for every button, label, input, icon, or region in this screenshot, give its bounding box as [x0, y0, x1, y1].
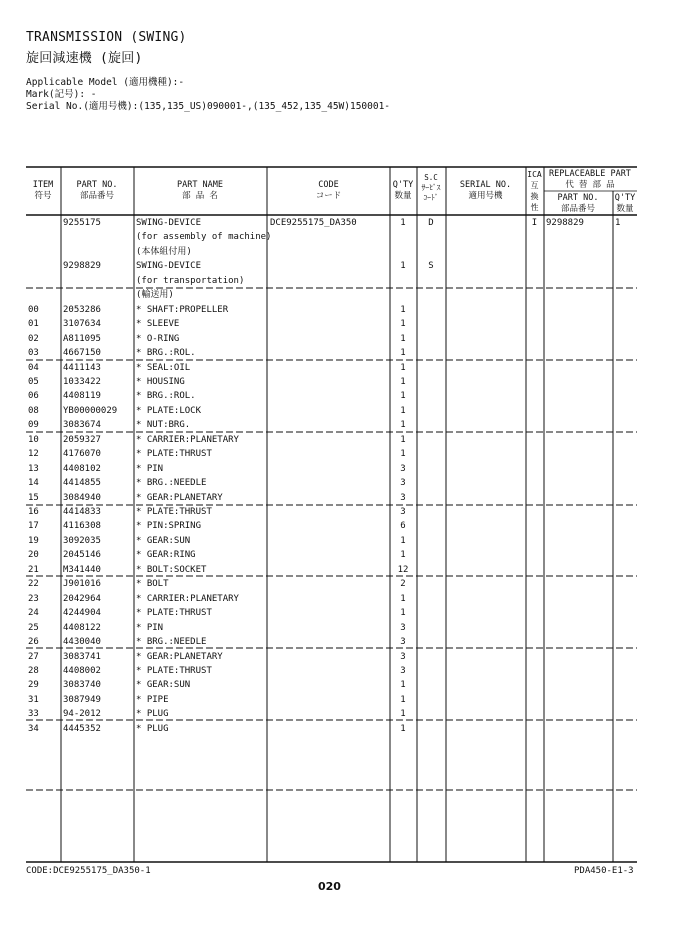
part-name-cell: * SEAL:OIL	[136, 362, 191, 373]
part-no-cell: 3083674	[63, 420, 101, 431]
item-cell: 33	[28, 709, 39, 720]
part-no-cell: 4116308	[63, 521, 101, 532]
part-no-cell: 2059327	[63, 434, 101, 445]
item-cell: 19	[28, 535, 39, 546]
sc-cell: D	[428, 218, 434, 228]
part-name-cell: * GEAR:SUN	[136, 535, 191, 546]
col-part-no-header: PART NO. 部品番号	[76, 180, 118, 201]
part-name-cell: * CARRIER:PLANETARY	[136, 593, 239, 604]
part-no-cell: 3083740	[63, 680, 101, 691]
part-name-cell: * BOLT	[136, 579, 169, 590]
page-title-en: TRANSMISSION (SWING)	[26, 30, 187, 45]
part-name-cell: (輸送用)	[136, 290, 174, 301]
part-name-cell: * BRG.:ROL.	[136, 391, 196, 402]
part-no-cell: 4176070	[63, 449, 101, 460]
part-no-cell: 4408102	[63, 463, 101, 474]
item-cell: 29	[28, 680, 39, 691]
item-cell: 12	[28, 449, 39, 460]
part-name-cell: * GEAR:SUN	[136, 680, 191, 691]
qty-cell: 1	[400, 348, 406, 359]
part-name-cell: * SHAFT:PROPELLER	[136, 304, 229, 315]
mark: Mark(記号): -	[26, 89, 97, 100]
qty-cell: 1	[400, 694, 406, 705]
item-cell: 27	[28, 651, 39, 662]
part-no-cell: 1033422	[63, 376, 101, 387]
part-name-cell: * PLATE:THRUST	[136, 665, 212, 676]
qty-cell: 1	[400, 261, 406, 272]
item-cell: 05	[28, 376, 39, 387]
qty-cell: 1	[400, 218, 406, 228]
part-name-cell: * PIPE	[136, 694, 169, 705]
ica-cell: I	[531, 218, 538, 228]
page-number: 020	[318, 880, 341, 893]
part-name-cell: * SLEEVE	[136, 319, 180, 330]
part-name-cell: * BRG.:ROL.	[136, 348, 196, 359]
qty-cell: 3	[400, 463, 406, 474]
col-code-header: CODE コード	[315, 180, 342, 201]
part-name-cell: (for assembly of machine)	[136, 232, 272, 243]
part-no-cell: A811095	[63, 333, 101, 344]
item-cell: 20	[28, 550, 39, 561]
qty-cell: 1	[400, 723, 406, 734]
item-cell: 25	[28, 622, 39, 633]
qty-cell: 6	[400, 521, 406, 532]
item-cell: 00	[28, 304, 39, 315]
item-cell: 04	[28, 362, 39, 373]
col-qty-header: Q'TY 数量	[392, 180, 414, 201]
part-name-cell: (for transportation)	[136, 275, 245, 286]
qty-cell: 2	[400, 579, 406, 590]
item-cell: 06	[28, 391, 39, 402]
part-no-cell: J901016	[63, 579, 101, 590]
sc-cell: S	[428, 261, 434, 272]
item-cell: 24	[28, 608, 39, 619]
item-cell: 09	[28, 420, 39, 431]
part-no-cell: 4667150	[63, 348, 101, 359]
item-cell: 16	[28, 507, 39, 517]
item-cell: 26	[28, 637, 39, 648]
item-cell: 03	[28, 348, 39, 359]
part-name-cell: * PIN	[136, 463, 164, 474]
page-title-jp: 旋回減速機 (旋回)	[26, 51, 143, 66]
part-name-cell: * BOLT:SOCKET	[136, 564, 207, 575]
part-no-cell: 4408122	[63, 622, 101, 633]
qty-cell: 1	[400, 319, 406, 330]
qty-cell: 3	[400, 507, 406, 517]
qty-cell: 3	[400, 637, 406, 648]
part-no-cell: 4414855	[63, 478, 101, 489]
part-no-cell: 9255175	[63, 218, 101, 228]
qty-cell: 1	[400, 391, 406, 402]
part-name-cell: SWING-DEVICE	[136, 218, 202, 228]
part-name-cell: * PLATE:THRUST	[136, 449, 212, 460]
col-repl-qty-header: Q'TY 数量	[614, 193, 636, 214]
part-name-cell: SWING-DEVICE	[136, 261, 202, 272]
qty-cell: 3	[400, 492, 406, 503]
part-no-cell: M341440	[63, 564, 101, 575]
footer-code: CODE:DCE9255175_DA350-1	[26, 866, 151, 876]
item-cell: 10	[28, 434, 39, 445]
part-name-cell: * BRG.:NEEDLE	[136, 637, 207, 648]
applicable-model: Applicable Model (適用機種):-	[26, 77, 185, 88]
qty-cell: 1	[400, 405, 406, 416]
part-name-cell: * PIN:SPRING	[136, 521, 202, 532]
item-cell: 21	[28, 564, 39, 575]
footer-ref: PDA450-E1-3	[574, 866, 634, 876]
part-no-cell: 4414833	[63, 507, 101, 517]
col-serial-header: SERIAL NO. 適用号機	[459, 180, 512, 201]
item-cell: 28	[28, 665, 39, 676]
qty-cell: 1	[400, 434, 406, 445]
col-replaceable-header: REPLACEABLE PART 代 替 部 品	[549, 169, 631, 190]
col-repl-part-no-header: PART NO. 部品番号	[557, 193, 599, 214]
col-item-header: ITEM 符号	[32, 180, 54, 201]
qty-cell: 12	[397, 564, 409, 575]
part-name-cell: * PLATE:LOCK	[136, 405, 202, 416]
qty-cell: 1	[400, 304, 406, 315]
item-cell: 15	[28, 492, 39, 503]
part-no-cell: 4408002	[63, 665, 101, 676]
qty-cell: 1	[400, 449, 406, 460]
qty-cell: 1	[400, 550, 406, 561]
item-cell: 31	[28, 694, 39, 705]
item-cell: 17	[28, 521, 39, 532]
qty-cell: 3	[400, 622, 406, 633]
part-name-cell: * PIN	[136, 622, 164, 633]
item-cell: 02	[28, 333, 39, 344]
qty-cell: 1	[400, 709, 406, 720]
qty-cell: 1	[400, 376, 406, 387]
item-cell: 22	[28, 579, 39, 590]
col-sc-header: S.C ｻｰﾋﾞｽ ｺｰﾄﾞ	[421, 173, 441, 202]
item-cell: 23	[28, 593, 39, 604]
part-name-cell: * GEAR:RING	[136, 550, 196, 561]
part-name-cell: * PLUG	[136, 709, 169, 720]
part-no-cell: 94-2012	[63, 709, 101, 720]
part-no-cell: YB00000029	[63, 405, 118, 416]
part-name-cell: * CARRIER:PLANETARY	[136, 434, 239, 445]
qty-cell: 3	[400, 651, 406, 662]
part-no-cell: 4408119	[63, 391, 101, 402]
part-no-cell: 3107634	[63, 319, 101, 330]
col-ica-header: ICA 互 換 性	[527, 170, 542, 212]
part-no-cell: 4244904	[63, 608, 101, 619]
qty-cell: 3	[400, 478, 406, 489]
qty-cell: 1	[400, 593, 406, 604]
part-name-cell: * PLUG	[136, 723, 169, 734]
part-no-cell: 4445352	[63, 723, 101, 734]
qty-cell: 1	[400, 362, 406, 373]
part-name-cell: * PLATE:THRUST	[136, 608, 212, 619]
part-name-cell: * GEAR:PLANETARY	[136, 492, 223, 503]
item-cell: 13	[28, 463, 39, 474]
part-name-cell: * HOUSING	[136, 376, 185, 387]
part-name-cell: * PLATE:THRUST	[136, 507, 212, 517]
part-name-cell: * NUT:BRG.	[136, 420, 191, 431]
code-cell: DCE9255175_DA350	[270, 218, 357, 228]
part-name-cell: * GEAR:PLANETARY	[136, 651, 223, 662]
part-no-cell: 4430040	[63, 637, 101, 648]
qty-cell: 1	[400, 420, 406, 431]
repl-part-no-cell: 9298829	[546, 218, 584, 228]
qty-cell: 1	[400, 535, 406, 546]
item-cell: 01	[28, 319, 39, 330]
col-part-name-header: PART NAME 部 品 名	[176, 180, 224, 201]
part-no-cell: 3087949	[63, 694, 101, 705]
qty-cell: 1	[400, 680, 406, 691]
part-no-cell: 3084940	[63, 492, 101, 503]
serial-range: Serial No.(適用号機):(135,135_US)090001-,(135_452,135_45W)150001-	[26, 101, 391, 112]
item-cell: 08	[28, 405, 39, 416]
part-no-cell: 9298829	[63, 261, 101, 272]
qty-cell: 1	[400, 608, 406, 619]
part-name-cell: * BRG.:NEEDLE	[136, 478, 207, 489]
qty-cell: 3	[400, 665, 406, 676]
part-no-cell: 3083741	[63, 651, 101, 662]
repl-qty-cell: 1	[615, 218, 621, 228]
item-cell: 14	[28, 478, 39, 489]
qty-cell: 1	[400, 333, 406, 344]
part-name-cell: * O-RING	[136, 333, 180, 344]
part-no-cell: 2053286	[63, 304, 101, 315]
part-no-cell: 4411143	[63, 362, 101, 373]
item-cell: 34	[28, 723, 39, 734]
part-name-cell: (本体組付用)	[136, 246, 192, 257]
part-no-cell: 2042964	[63, 593, 101, 604]
part-no-cell: 2045146	[63, 550, 101, 561]
part-no-cell: 3092035	[63, 535, 101, 546]
